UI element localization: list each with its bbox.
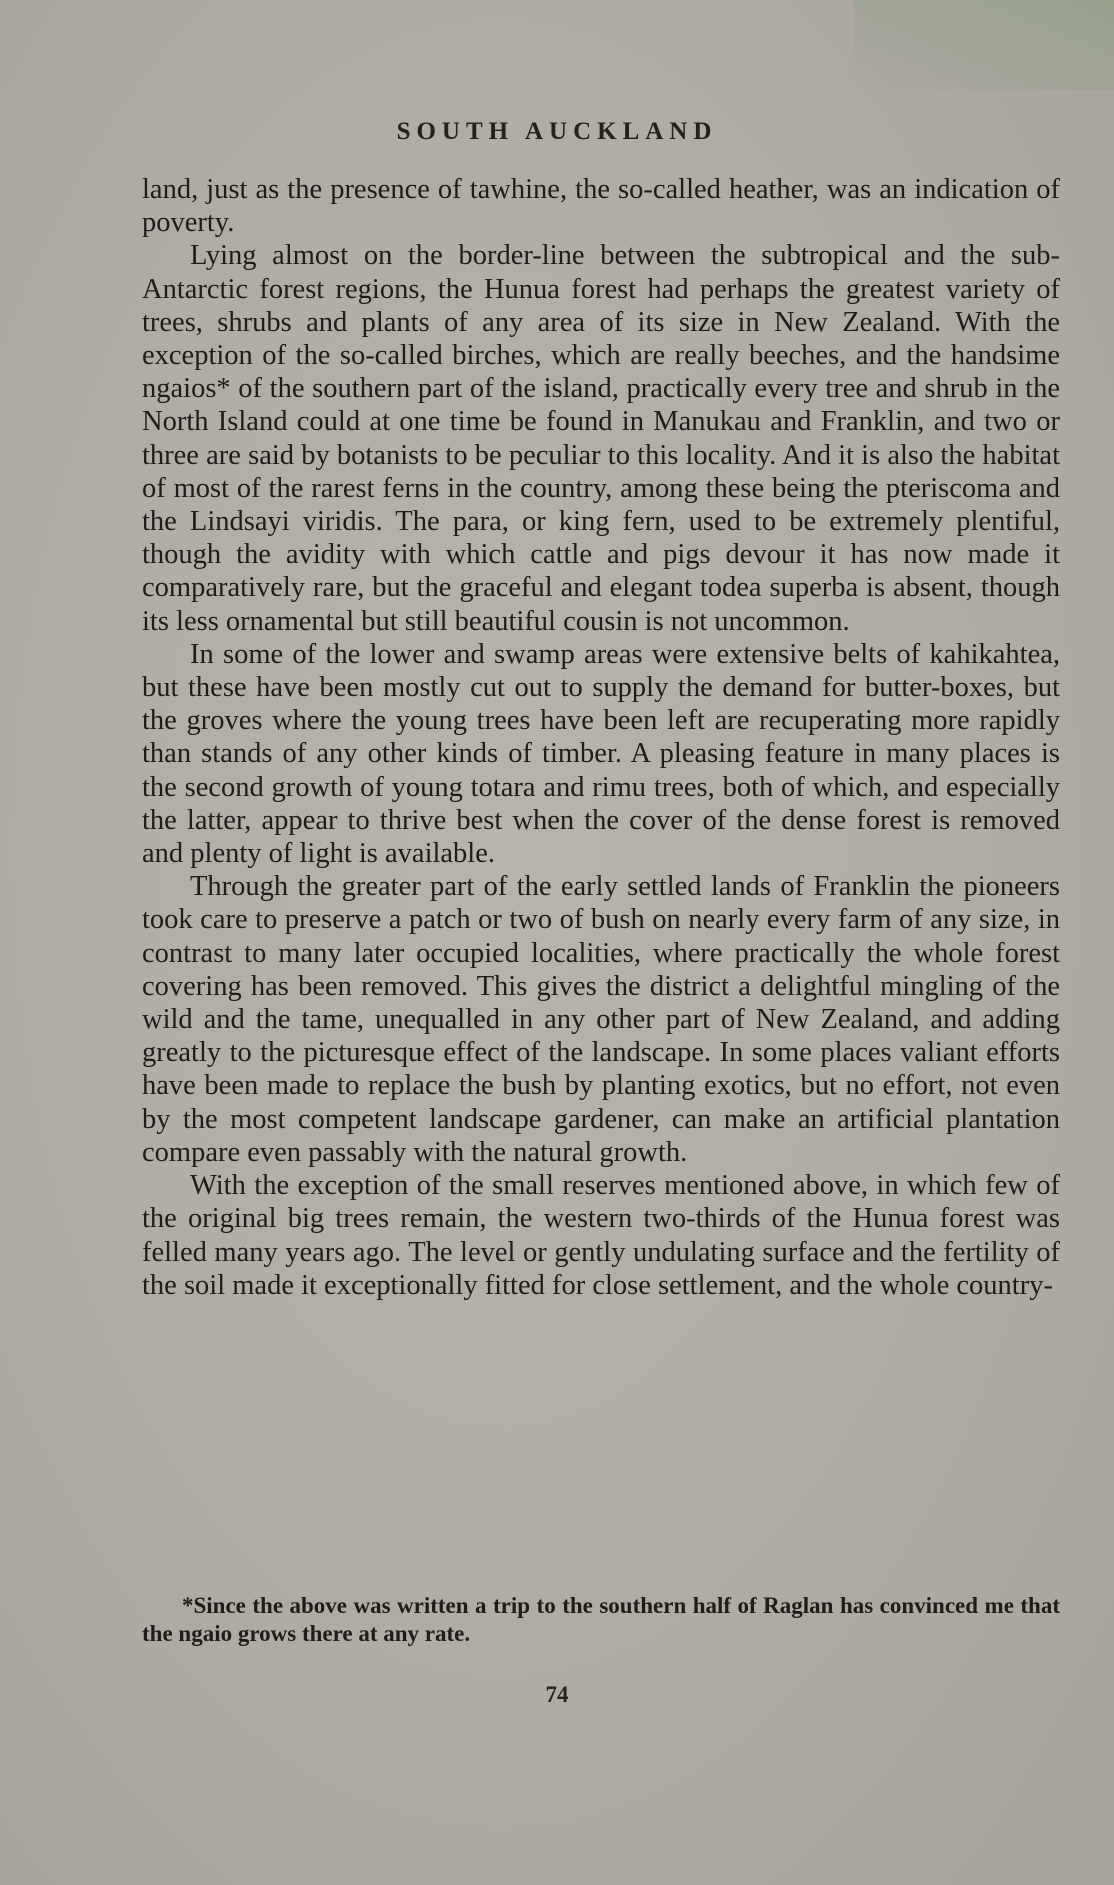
paragraph-3: In some of the lower and swamp areas were extensive belts of kahikahtea, but these have been mostly cut out to supply the demand for butter-boxes, but the groves where the young trees have been left are recuperating more rapidly than stands of any other kinds of timber. A pleasing feature in many places is the second growth of young totara and rimu trees, both of which, and especially the latter, appear to thrive best when the cover of the dense forest is removed and plenty of light is available. <box>142 638 1060 870</box>
paragraph-1: land, just as the presence of tawhine, the so-called heather, was an indication of poverty. <box>142 174 1060 239</box>
footnote: *Since the above was written a trip to the southern half of Raglan has convinced me that the ngaio grows there at any rate. <box>142 1593 1060 1646</box>
body-text <box>142 173 1060 1302</box>
paragraph-4: Through the greater part of the early settled lands of Franklin the pioneers took care to preserve a patch or two of bush on nearly every farm of any size, in contrast to many later occupied localities, where practically the whole forest covering has been removed. This gives the district a delightful mingling of the wild and the tame, unequalled in any other part of New Zealand, and adding greatly to the picturesque effect of the landscape. In some places valiant efforts have been made to replace the bush by planting exotics, but no effort, not even by the most competent landscape gardener, can make an artificial plantation compare even passably with the natural growth. <box>142 871 1060 1168</box>
page-number: 74 <box>545 1682 569 1707</box>
page-corner-shadow <box>854 0 1114 90</box>
paragraph-5: With the exception of the small reserves mentioned above, in which few of the original big trees remain, the western two-thirds of the Hunua forest was felled many years ago. The level or gently undulating surface and the fertility of the soil made it exceptionally fitted for close settlement, and the whole country- <box>142 1170 1060 1301</box>
paragraph-2: Lying almost on the border-line between the subtropical and the sub-Antarctic forest regions, the Hunua forest had perhaps the greatest variety of trees, shrubs and plants of any area of its size in New Zealand. With the exception of the so-called birches, which are really beeches, and the handsime ngaios* of the southern part of the island, practically every tree and shrub in the North Island could at one time be found in Manukau and Franklin, and two or three are said by botanists to be peculiar to this locality. And it is also the habitat of most of the rarest ferns in the country, among these being the pteriscoma and the Lindsayi viridis. The para, or king fern, used to be extremely plentiful, though the avidity with which cattle and pigs devour it has now made it comparatively rare, but the graceful and elegant todea superba is absent, though its less ornamental but still beautiful cousin is not uncommon. <box>142 240 1060 637</box>
running-head: SOUTH AUCKLAND <box>396 118 718 145</box>
